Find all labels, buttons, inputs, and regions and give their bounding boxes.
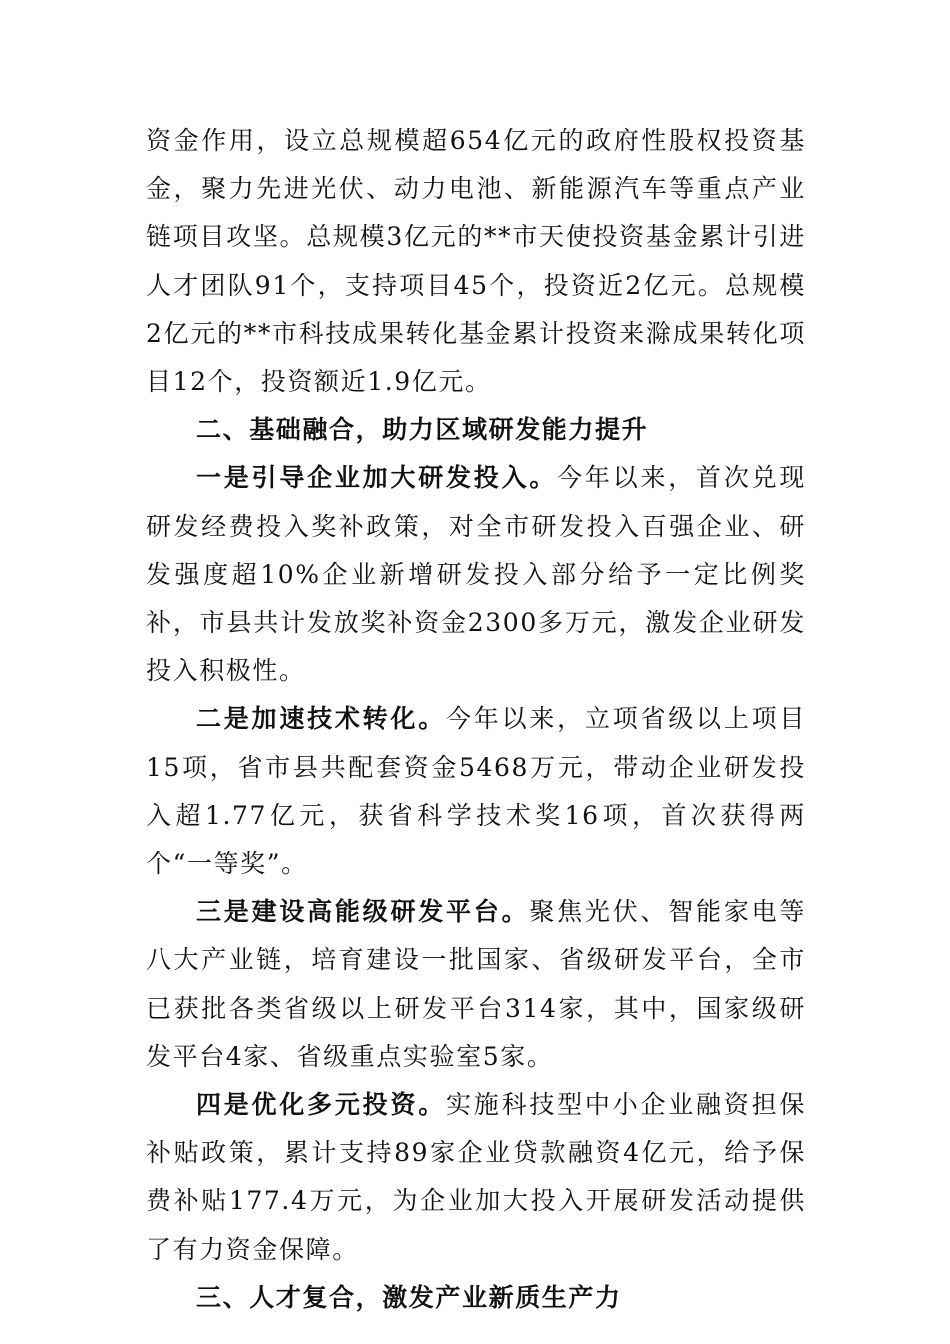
section-two-heading: 二、基础融合，助力区域研发能力提升 [196, 415, 649, 445]
item-four-lead: 四是优化多元投资。 [196, 1090, 447, 1120]
section-three-heading: 三、人才复合，激发产业新质生产力 [196, 1282, 622, 1312]
item-three-text: 聚焦光伏、智能家电等八大产业链，培育建设一批国家、省级研发平台，全市已获批各类省级以上研发平台314家，其中，国家级研发平台4家、省级重点实验室5家。 [146, 897, 806, 1071]
item-one-paragraph [146, 454, 806, 695]
item-two-text: 今年以来，立项省级以上项目15项，省市县共配套资金5468万元，带动企业研发投入超1.77亿元，获省科学技术奖16项，首次获得两个“一等奖”。 [146, 704, 806, 879]
item-one-text: 今年以来，首次兑现研发经费投入奖补政策，对全市研发投入百强企业、研发强度超10%企业新增研发投入部分给予一定比例奖补，市县共计发放奖补资金2300多万元，激发企业研发投入积极性。 [146, 463, 806, 686]
document-page [146, 117, 806, 1322]
item-four-paragraph [146, 1081, 806, 1274]
item-two-lead: 二是加速技术转化。 [196, 704, 447, 734]
item-four-text: 实施科技型中小企业融资担保补贴政策，累计支持89家企业贷款融资4亿元，给予保费补贴177.4万元，为企业加大投入开展研发活动提供了有力资金保障。 [146, 1090, 806, 1264]
item-three-paragraph [146, 888, 806, 1081]
item-two-paragraph [146, 695, 806, 888]
intro-paragraph: 资金作用，设立总规模超654亿元的政府性股权投资基金，聚力先进光伏、动力电池、新能源汽车等重点产业链项目攻坚。总规模3亿元的**市天使投资基金累计引进人才团队91个，支持项目45个，投资近2亿元。总规模2亿元的**市科技成果转化基金累计投资来滁成果转化项目12个，投资额近1.9亿元。 [146, 126, 806, 397]
item-one-lead: 一是引导企业加大研发投入。 [196, 463, 558, 493]
item-three-lead: 三是建设高能级研发平台。 [196, 897, 530, 927]
